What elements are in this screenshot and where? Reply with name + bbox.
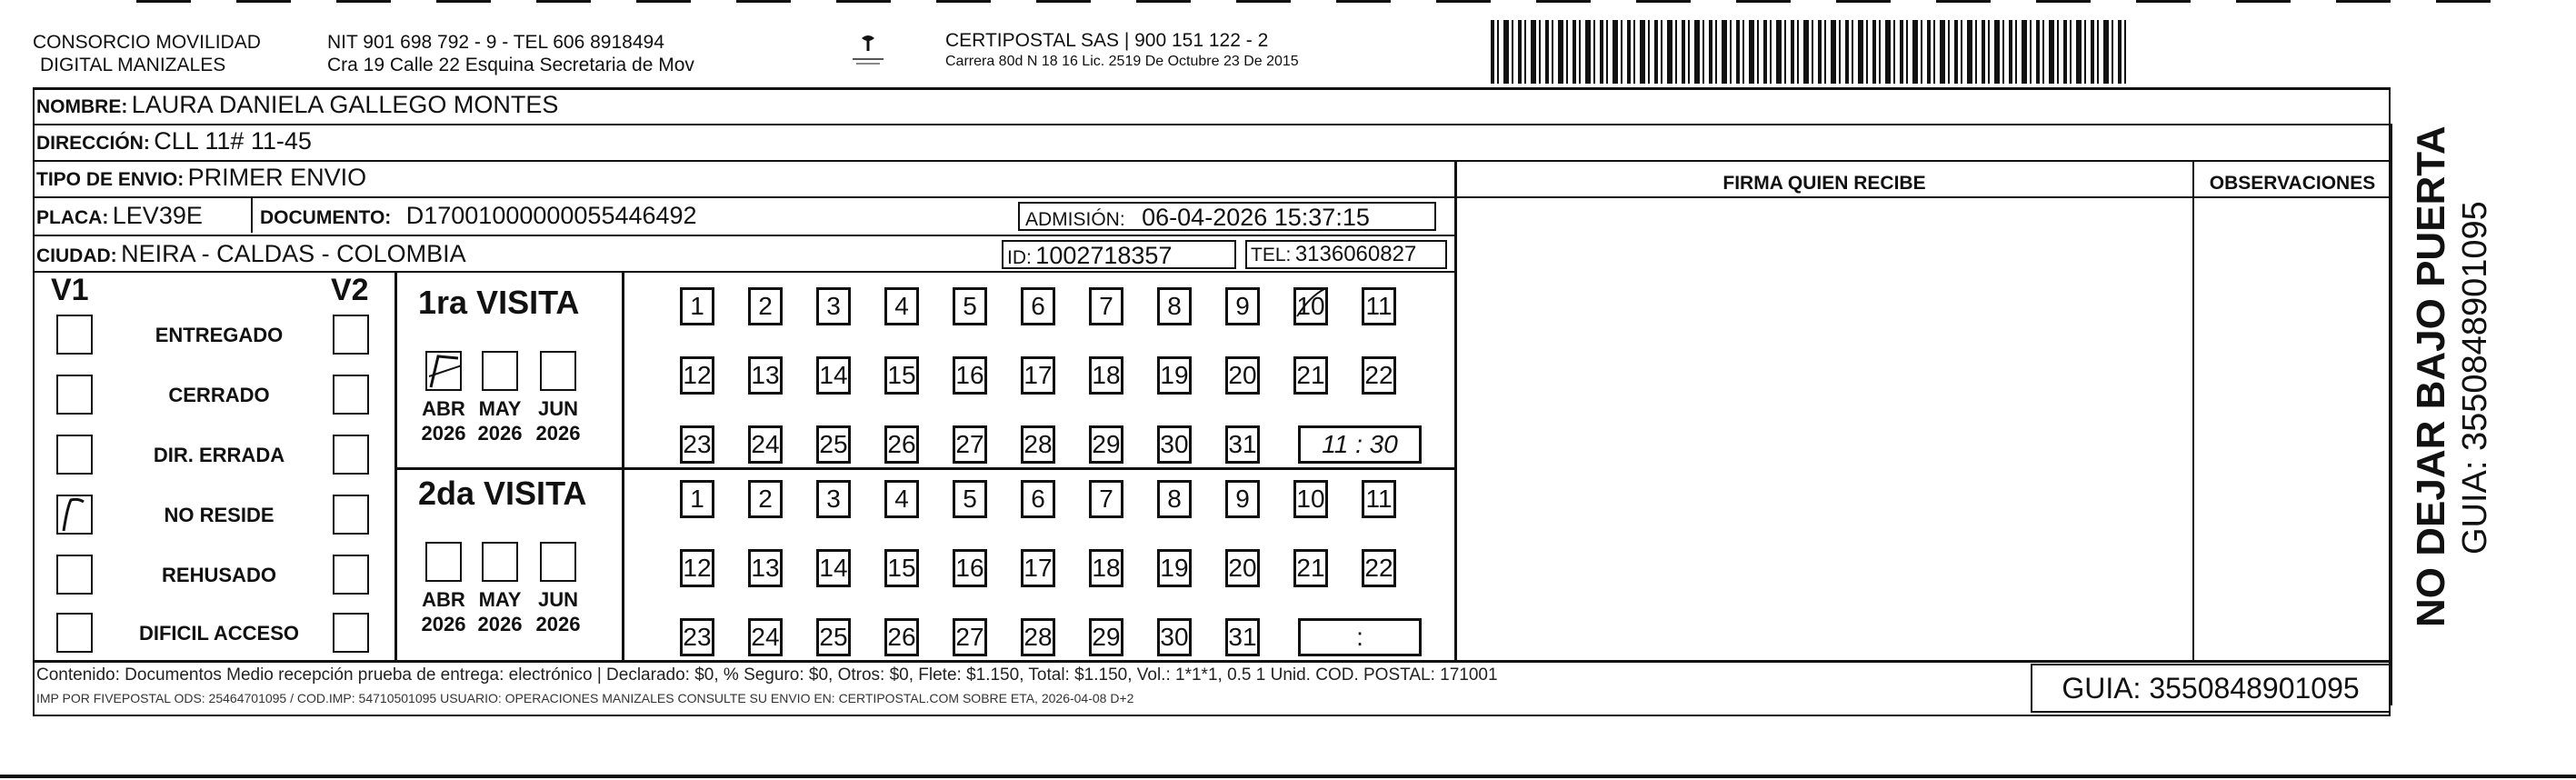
company-line-1: CONSORCIO MOVILIDAD <box>33 32 261 53</box>
day-box-24[interactable]: 24 <box>748 618 783 656</box>
courier-line-1: CERTIPOSTAL SAS | 900 151 122 - 2 <box>945 30 1269 51</box>
footer-imp: IMP POR FIVEPOSTAL ODS: 25464701095 / COD.IMP: 54710501095 USUARIO: OPERACIONES MANIZALES CONSULTE SU ENVIO EN: CERTIPOSTAL.COM SOBRE ETA, 2026-04-08 D+2 <box>36 691 1134 705</box>
footer-content: Contenido: Documentos Medio recepción prueba de entrega: electrónico | Declarado: $0, % Seguro: $0, Otros: $0, Flete: $1.150, Total: $1.150, Vol.: 1*1*1, 0.5 1 Unid. COD. POSTAL: 171001 <box>36 665 1498 685</box>
day-box-14[interactable]: 14 <box>816 356 851 395</box>
day-box-4[interactable]: 4 <box>884 480 919 518</box>
day-box-11[interactable]: 11 <box>1362 287 1396 325</box>
day-box-28[interactable]: 28 <box>1021 618 1055 656</box>
v1-checkbox-4[interactable] <box>56 495 93 535</box>
day-box-16[interactable]: 16 <box>953 356 987 395</box>
v1-checkbox-3[interactable] <box>56 435 93 475</box>
day-box-8[interactable]: 8 <box>1157 480 1192 518</box>
month-label: JUN <box>537 588 578 611</box>
document-value: D17001000000055446492 <box>405 202 697 229</box>
month-label: MAY <box>478 397 522 420</box>
bottom-edge-line <box>0 775 2576 778</box>
day-box-10[interactable]: 10 <box>1293 287 1328 325</box>
day-box-3[interactable]: 3 <box>816 287 851 325</box>
v2-checkbox-1[interactable] <box>333 315 369 355</box>
day-box-6[interactable]: 6 <box>1021 480 1055 518</box>
day-box-10[interactable]: 10 <box>1293 480 1328 518</box>
city-row <box>36 240 466 268</box>
signature-header: FIRMA QUIEN RECIBE <box>1722 173 1926 194</box>
day-box-27[interactable]: 27 <box>953 618 987 656</box>
day-box-26[interactable]: 26 <box>884 425 919 464</box>
year-label: 2026 <box>535 422 581 445</box>
month-checkbox-jun[interactable] <box>540 351 576 391</box>
courier-line-2: Carrera 80d N 18 16 Lic. 2519 De Octubre 23 De 2015 <box>945 54 1299 69</box>
day-box-26[interactable]: 26 <box>884 618 919 656</box>
company-name <box>33 31 261 76</box>
id-value: 1002718357 <box>1035 242 1173 269</box>
admission-label: ADMISIÓN: <box>1025 209 1125 230</box>
id-label: ID: <box>1007 247 1032 268</box>
month-checkbox-abr[interactable] <box>425 351 462 391</box>
day-box-14[interactable]: 14 <box>816 549 851 587</box>
side-guia: GUIA: 3550848901095 <box>2456 201 2494 555</box>
day-box-21[interactable]: 21 <box>1293 549 1328 587</box>
v2-checkbox-4[interactable] <box>333 495 369 535</box>
month-label: MAY <box>478 588 522 611</box>
day-box-24[interactable]: 24 <box>748 425 783 464</box>
send-type-row <box>36 164 366 192</box>
day-box-5[interactable]: 5 <box>953 480 987 518</box>
day-box-12[interactable]: 12 <box>680 549 714 587</box>
year-label: 2026 <box>477 613 523 635</box>
month-checkbox-may[interactable] <box>482 351 518 391</box>
status-label: ENTREGADO <box>155 324 284 346</box>
month-checkbox-jun[interactable] <box>540 542 576 582</box>
status-label: DIFICIL ACCESO <box>138 622 299 645</box>
address-row <box>36 127 312 155</box>
v1-checkbox-6[interactable] <box>56 613 93 653</box>
v2-label: V2 <box>331 273 369 307</box>
day-box-9[interactable]: 9 <box>1225 287 1260 325</box>
month-checkbox-may[interactable] <box>482 542 518 582</box>
day-box-23[interactable]: 23 <box>680 425 714 464</box>
day-box-31[interactable]: 31 <box>1225 425 1260 464</box>
v1-label: V1 <box>51 273 89 307</box>
barcode <box>1491 20 2127 84</box>
day-box-27[interactable]: 27 <box>953 425 987 464</box>
day-box-15[interactable]: 15 <box>884 549 919 587</box>
tel-value: 3136060827 <box>1294 242 1417 266</box>
month-label: ABR <box>422 397 465 420</box>
visit1-title: 1ra VISITA <box>418 284 580 321</box>
day-box-12[interactable]: 12 <box>680 356 714 395</box>
v1-checkbox-5[interactable] <box>56 555 93 595</box>
day-box-22[interactable]: 22 <box>1362 549 1396 587</box>
day-box-20[interactable]: 20 <box>1225 549 1260 587</box>
plate-value: LEV39E <box>112 202 203 229</box>
month-label: JUN <box>537 397 578 420</box>
day-box-15[interactable]: 15 <box>884 356 919 395</box>
address-label: DIRECCIÓN: <box>36 133 150 154</box>
day-box-29[interactable]: 29 <box>1089 425 1123 464</box>
no-dejar-warning: NO DEJAR BAJO PUERTA <box>2409 125 2453 627</box>
day-box-31[interactable]: 31 <box>1225 618 1260 656</box>
day-box-1[interactable]: 1 <box>680 287 714 325</box>
v1-checkbox-1[interactable] <box>56 315 93 355</box>
courier-info <box>945 29 1299 72</box>
send-type-value: PRIMER ENVIO <box>187 164 367 191</box>
day-box-13[interactable]: 13 <box>748 549 783 587</box>
day-box-23[interactable]: 23 <box>680 618 714 656</box>
day-box-17[interactable]: 17 <box>1021 549 1055 587</box>
day-box-5[interactable]: 5 <box>953 287 987 325</box>
company-line-2: DIGITAL MANIZALES <box>40 55 226 75</box>
day-box-21[interactable]: 21 <box>1293 356 1328 395</box>
status-label: REHUSADO <box>162 564 276 586</box>
day-box-6[interactable]: 6 <box>1021 287 1055 325</box>
day-box-18[interactable]: 18 <box>1089 356 1123 395</box>
day-box-2[interactable]: 2 <box>748 287 783 325</box>
year-label: 2026 <box>421 613 466 635</box>
day-box-13[interactable]: 13 <box>748 356 783 395</box>
month-label: ABR <box>422 588 465 611</box>
name-label: NOMBRE: <box>36 96 128 117</box>
v2-checkbox-5[interactable] <box>333 555 369 595</box>
document-row <box>260 202 697 230</box>
day-box-7[interactable]: 7 <box>1089 287 1123 325</box>
recipient-name: LAURA DANIELA GALLEGO MONTES <box>131 91 559 118</box>
recipient-address: CLL 11# 11-45 <box>154 127 312 155</box>
admission-value: 06-04-2026 15:37:15 <box>1142 204 1370 231</box>
month-checkbox-abr[interactable] <box>425 542 462 582</box>
v2-checkbox-2[interactable] <box>333 375 369 415</box>
city-value: NEIRA - CALDAS - COLOMBIA <box>121 240 466 267</box>
status-label: DIR. ERRADA <box>153 444 285 466</box>
company-address: Cra 19 Calle 22 Esquina Secretaria de Mov <box>327 55 694 75</box>
day-box-4[interactable]: 4 <box>884 287 919 325</box>
year-label: 2026 <box>477 422 523 445</box>
observations-header: OBSERVACIONES <box>2209 173 2376 194</box>
time-box[interactable]: 11 : 30 <box>1298 425 1422 464</box>
day-box-8[interactable]: 8 <box>1157 287 1192 325</box>
day-box-29[interactable]: 29 <box>1089 618 1123 656</box>
day-box-1[interactable]: 1 <box>680 480 714 518</box>
visit2-title: 2da VISITA <box>418 475 587 512</box>
tel-box <box>1245 240 1447 269</box>
city-label: CIUDAD: <box>36 245 117 266</box>
nit-line: NIT 901 698 792 - 9 - TEL 606 8918494 <box>327 32 664 53</box>
day-box-30[interactable]: 30 <box>1157 618 1192 656</box>
certipostal-logo-icon <box>845 31 891 71</box>
day-box-28[interactable]: 28 <box>1021 425 1055 464</box>
v2-checkbox-3[interactable] <box>333 435 369 475</box>
day-box-7[interactable]: 7 <box>1089 480 1123 518</box>
day-box-20[interactable]: 20 <box>1225 356 1260 395</box>
admission-box <box>1018 202 1436 231</box>
name-row <box>36 91 558 119</box>
day-box-9[interactable]: 9 <box>1225 480 1260 518</box>
day-box-17[interactable]: 17 <box>1021 356 1055 395</box>
v2-checkbox-6[interactable] <box>333 613 369 653</box>
plate-label: PLACA: <box>36 207 109 228</box>
day-box-16[interactable]: 16 <box>953 549 987 587</box>
day-box-19[interactable]: 19 <box>1157 356 1192 395</box>
day-box-18[interactable]: 18 <box>1089 549 1123 587</box>
status-label: CERRADO <box>168 384 270 406</box>
day-box-2[interactable]: 2 <box>748 480 783 518</box>
guia-box: GUIA: 3550848901095 <box>2031 664 2391 713</box>
id-box <box>1002 240 1236 269</box>
day-box-11[interactable]: 11 <box>1362 480 1396 518</box>
status-label: NO RESIDE <box>164 504 275 526</box>
tel-label: TEL: <box>1251 245 1292 265</box>
year-label: 2026 <box>421 422 466 445</box>
year-label: 2026 <box>535 613 581 635</box>
v1-checkbox-2[interactable] <box>56 375 93 415</box>
day-box-30[interactable]: 30 <box>1157 425 1192 464</box>
plate-row <box>36 202 203 230</box>
day-box-3[interactable]: 3 <box>816 480 851 518</box>
day-box-22[interactable]: 22 <box>1362 356 1396 395</box>
time-box[interactable]: : <box>1298 618 1422 656</box>
send-type-label: TIPO DE ENVIO: <box>36 169 185 190</box>
company-info <box>327 31 694 76</box>
document-label: DOCUMENTO: <box>260 207 392 228</box>
day-box-25[interactable]: 25 <box>816 425 851 464</box>
day-box-19[interactable]: 19 <box>1157 549 1192 587</box>
day-box-25[interactable]: 25 <box>816 618 851 656</box>
top-edge-line <box>136 0 2500 3</box>
